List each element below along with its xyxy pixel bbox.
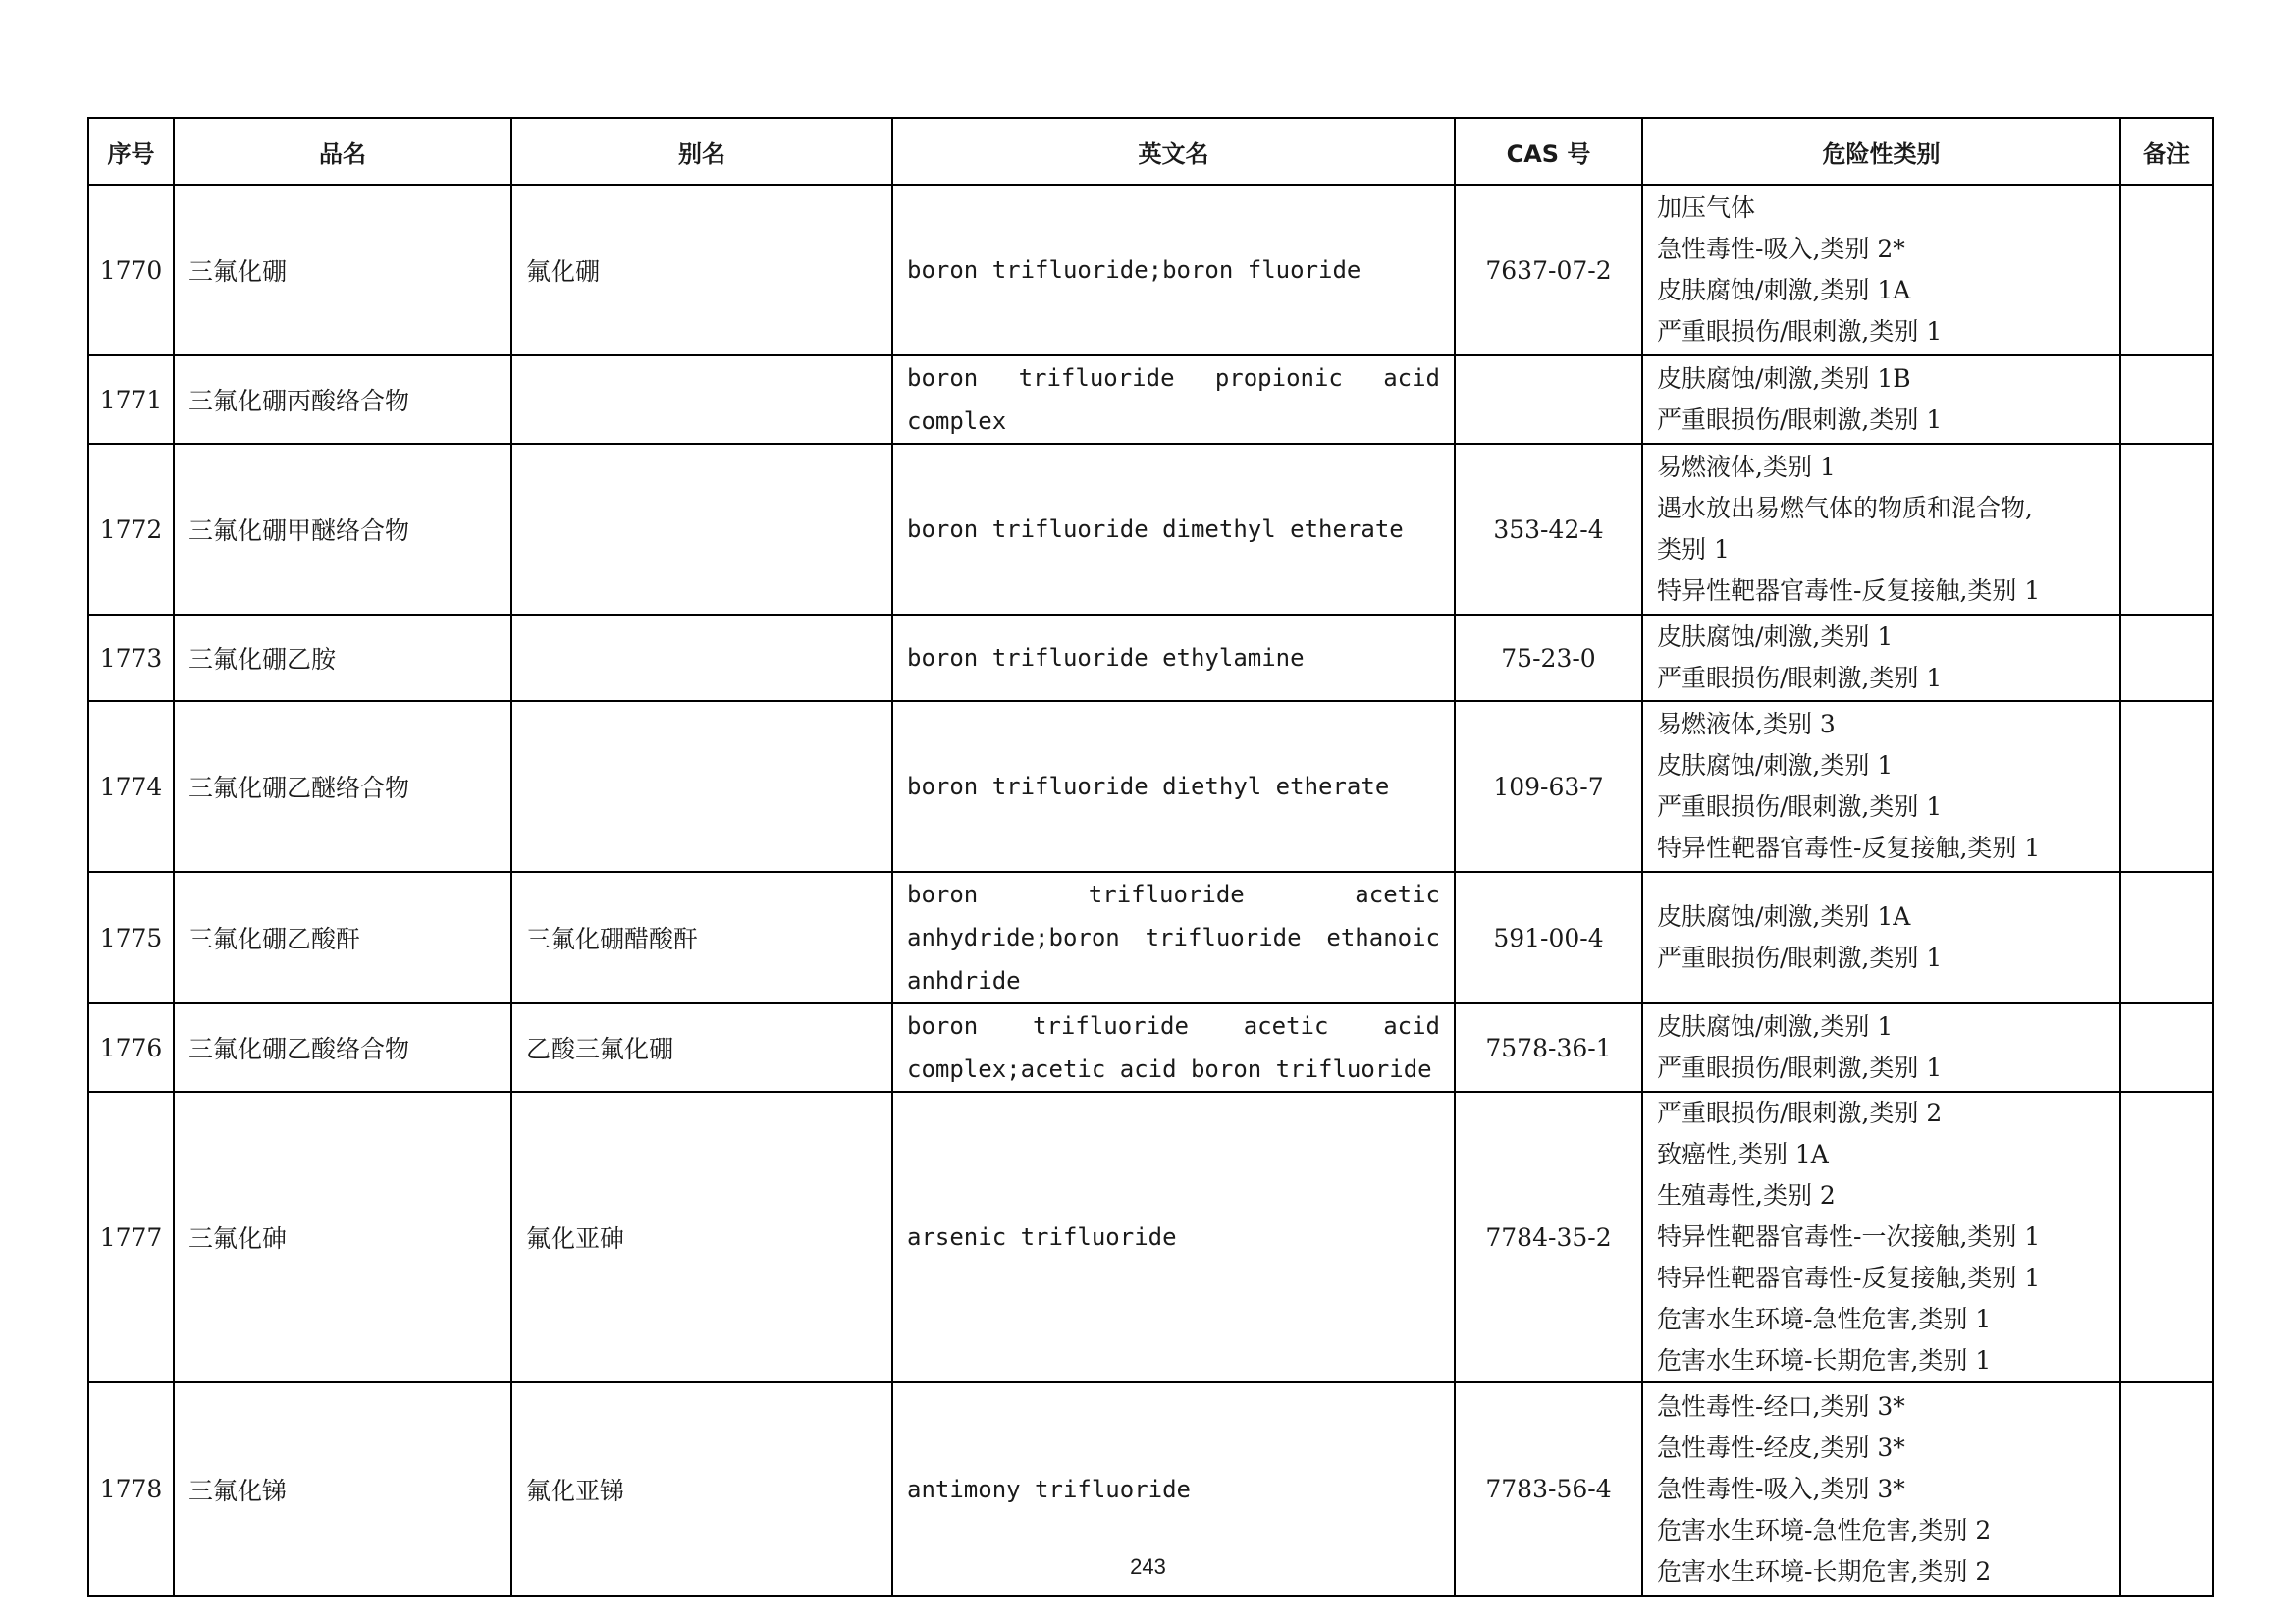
cell-alias: 氟化亚砷: [511, 1092, 892, 1382]
hazard-line: 皮肤腐蚀/刺激,类别 1B: [1657, 364, 1911, 393]
hazard-line: 特异性靶器官毒性-反复接触,类别 1: [1657, 1264, 2041, 1292]
cell-name: 三氟化硼乙酸酐: [174, 872, 511, 1003]
cell-remarks: [2120, 872, 2213, 1003]
hazard-line: 皮肤腐蚀/刺激,类别 1: [1657, 623, 1894, 651]
cell-english-name: boron trifluoride dimethyl etherate: [892, 444, 1455, 615]
cell-no: 1774: [88, 701, 174, 872]
cell-english-name: antimony trifluoride: [892, 1382, 1455, 1596]
header-alias: 别名: [511, 118, 892, 185]
hazard-line: 严重眼损伤/眼刺激,类别 1: [1657, 406, 1943, 434]
cell-hazard-class: [1642, 615, 2120, 701]
cell-english-name: boron trifluoride ethylamine: [892, 615, 1455, 701]
cell-remarks: [2120, 615, 2213, 701]
cell-hazard-class: [1642, 444, 2120, 615]
hazard-line: 严重眼损伤/眼刺激,类别 2: [1657, 1099, 1943, 1127]
hazard-line: 危害水生环境-长期危害,类别 2: [1657, 1556, 1992, 1586]
hazard-line: 严重眼损伤/眼刺激,类别 1: [1657, 664, 1943, 692]
cell-cas: 7784-35-2: [1455, 1092, 1642, 1382]
cell-english-name: boron trifluoride;boron fluoride: [892, 185, 1455, 355]
cell-name: 三氟化硼乙醚络合物: [174, 701, 511, 872]
cell-cas: 75-23-0: [1455, 615, 1642, 701]
hazard-line: 特异性靶器官毒性-反复接触,类别 1: [1657, 834, 2041, 862]
hazard-line: 遇水放出易燃气体的物质和混合物,: [1657, 494, 2033, 522]
cell-alias: 三氟化硼醋酸酐: [511, 872, 892, 1003]
hazard-line: 严重眼损伤/眼刺激,类别 1: [1657, 317, 1943, 346]
cell-alias: [511, 615, 892, 701]
header-remarks: 备注: [2120, 118, 2213, 185]
cell-remarks: [2120, 701, 2213, 872]
cell-alias: 氟化硼: [511, 185, 892, 355]
table-row: [88, 1092, 2213, 1382]
hazardous-chemicals-table: [87, 117, 2214, 1597]
cell-cas: 109-63-7: [1455, 701, 1642, 872]
table-header-row: [88, 118, 2213, 185]
cell-no: 1777: [88, 1092, 174, 1382]
hazard-line: 致癌性,类别 1A: [1657, 1140, 1829, 1168]
cell-hazard-class: [1642, 701, 2120, 872]
cell-remarks: [2120, 1092, 2213, 1382]
cell-name: 三氟化硼甲醚络合物: [174, 444, 511, 615]
cell-remarks: [2120, 355, 2213, 444]
hazard-line: 皮肤腐蚀/刺激,类别 1: [1657, 751, 1894, 780]
cell-name: 三氟化硼乙酸络合物: [174, 1003, 511, 1092]
cell-name: 三氟化硼丙酸络合物: [174, 355, 511, 444]
table-row: [88, 1003, 2213, 1092]
cell-alias: [511, 355, 892, 444]
header-hazard-class: 危险性类别: [1642, 118, 2120, 185]
hazard-line: 急性毒性-经皮,类别 3*: [1657, 1433, 1905, 1462]
hazard-line: 急性毒性-吸入,类别 3*: [1657, 1474, 1905, 1503]
hazard-line: 严重眼损伤/眼刺激,类别 1: [1657, 792, 1943, 821]
hazard-line: 类别 1: [1657, 535, 1730, 564]
hazard-line: 严重眼损伤/眼刺激,类别 1: [1657, 944, 1943, 972]
cell-english-name: boron trifluoride propionic acid complex: [892, 355, 1455, 444]
cell-remarks: [2120, 444, 2213, 615]
header-name: 品名: [174, 118, 511, 185]
cell-name: 三氟化硼: [174, 185, 511, 355]
table-body: [88, 185, 2213, 1596]
hazard-line: 特异性靶器官毒性-一次接触,类别 1: [1657, 1222, 2041, 1251]
cell-no: 1776: [88, 1003, 174, 1092]
header-cas: CAS 号: [1455, 118, 1642, 185]
cell-remarks: [2120, 185, 2213, 355]
cell-cas: 353-42-4: [1455, 444, 1642, 615]
cell-name: 三氟化锑: [174, 1382, 511, 1596]
cell-english-name: boron trifluoride acetic acid complex;acetic acid boron trifluoride: [892, 1003, 1455, 1092]
cell-english-name: boron trifluoride diethyl etherate: [892, 701, 1455, 872]
cell-hazard-class: [1642, 1003, 2120, 1092]
hazard-line: 皮肤腐蚀/刺激,类别 1A: [1657, 902, 1911, 931]
hazard-line: 急性毒性-经口,类别 3*: [1657, 1391, 1905, 1421]
cell-remarks: [2120, 1003, 2213, 1092]
cell-no: 1773: [88, 615, 174, 701]
header-no: 序号: [88, 118, 174, 185]
hazard-line: 皮肤腐蚀/刺激,类别 1A: [1657, 276, 1911, 304]
cell-english-name: arsenic trifluoride: [892, 1092, 1455, 1382]
cell-no: 1772: [88, 444, 174, 615]
hazard-line: 急性毒性-吸入,类别 2*: [1657, 235, 1905, 263]
table-row: [88, 615, 2213, 701]
cell-no: 1778: [88, 1382, 174, 1596]
table-row: [88, 185, 2213, 355]
cell-alias: [511, 444, 892, 615]
cell-hazard-class: [1642, 872, 2120, 1003]
hazard-line: 加压气体: [1657, 193, 1756, 222]
hazard-line: 危害水生环境-急性危害,类别 2: [1657, 1515, 1992, 1544]
cell-hazard-class: [1642, 1092, 2120, 1382]
hazard-line: 易燃液体,类别 1: [1657, 453, 1836, 481]
cell-cas: 7783-56-4: [1455, 1382, 1642, 1596]
cell-english-name: boron trifluoride acetic anhydride;boron trifluoride ethanoic anhdride: [892, 872, 1455, 1003]
hazard-line: 特异性靶器官毒性-反复接触,类别 1: [1657, 576, 2041, 605]
table-row: [88, 444, 2213, 615]
cell-cas: 7578-36-1: [1455, 1003, 1642, 1092]
hazard-line: 危害水生环境-长期危害,类别 1: [1657, 1346, 1992, 1375]
cell-no: 1771: [88, 355, 174, 444]
cell-hazard-class: [1642, 355, 2120, 444]
page-number: 243: [1130, 1554, 1166, 1579]
cell-name: 三氟化硼乙胺: [174, 615, 511, 701]
table-row: [88, 355, 2213, 444]
table-row: [88, 701, 2213, 872]
cell-no: 1775: [88, 872, 174, 1003]
cell-name: 三氟化砷: [174, 1092, 511, 1382]
cell-no: 1770: [88, 185, 174, 355]
cell-cas: 591-00-4: [1455, 872, 1642, 1003]
cell-hazard-class: [1642, 185, 2120, 355]
hazard-line: 危害水生环境-急性危害,类别 1: [1657, 1305, 1992, 1333]
header-english-name: 英文名: [892, 118, 1455, 185]
hazard-line: 易燃液体,类别 3: [1657, 710, 1836, 738]
cell-alias: 氟化亚锑: [511, 1382, 892, 1596]
cell-cas: [1455, 355, 1642, 444]
table-row: [88, 872, 2213, 1003]
hazard-line: 皮肤腐蚀/刺激,类别 1: [1657, 1012, 1894, 1041]
hazard-line: 严重眼损伤/眼刺激,类别 1: [1657, 1054, 1943, 1082]
hazard-line: 生殖毒性,类别 2: [1657, 1181, 1836, 1210]
cell-alias: [511, 701, 892, 872]
cell-cas: 7637-07-2: [1455, 185, 1642, 355]
cell-alias: 乙酸三氟化硼: [511, 1003, 892, 1092]
